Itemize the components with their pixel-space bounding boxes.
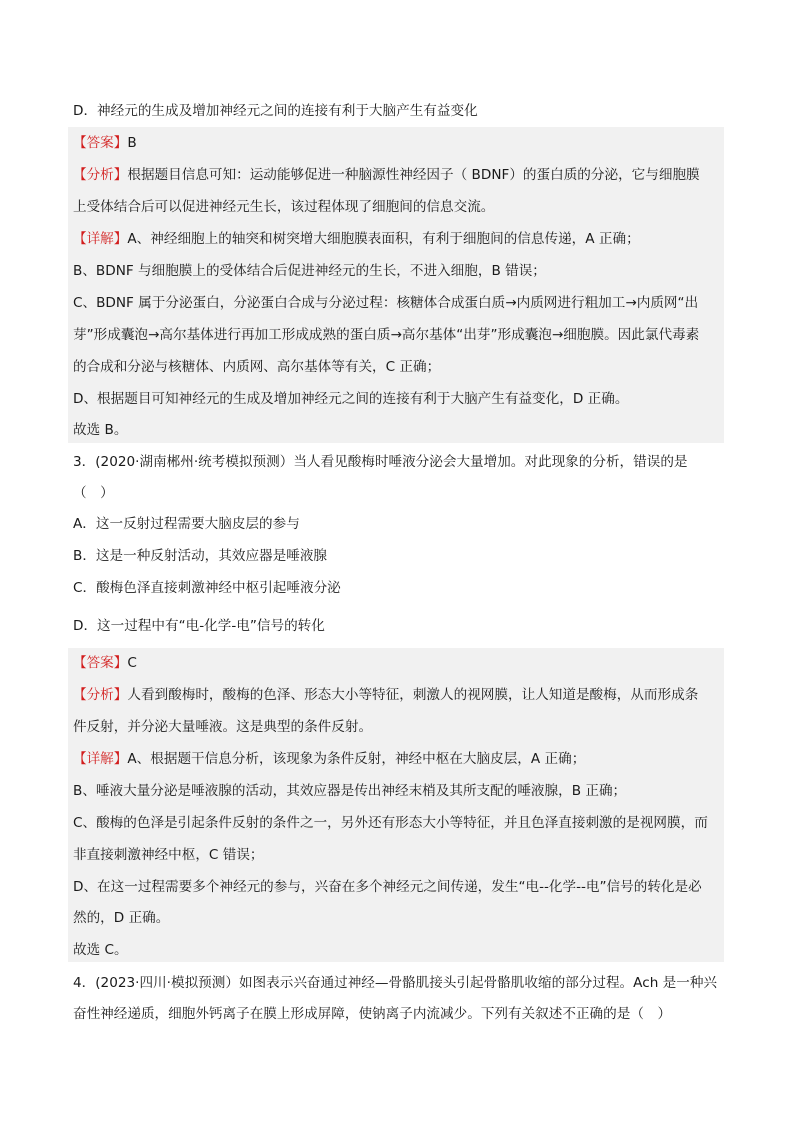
q3-stem-line1: 3．(2020·湖南郴州·统考模拟预测）当人看见酸梅时唾液分泌会大量增加。对此现象的分析，错误的是 — [73, 454, 688, 470]
detail-text: A、神经细胞上的轴突和树突增大细胞膜表面积，有利于细胞间的信息传递，A 正确； — [127, 231, 640, 247]
q3-detail-line4: 非直接刺激神经中枢，C 错误； — [73, 847, 264, 863]
analysis-tag: 【分析】 — [73, 687, 128, 703]
q2-answer — [73, 133, 723, 153]
q3-conclusion: 故选 C。 — [73, 942, 128, 958]
q3-detail-line1 — [73, 749, 723, 769]
q2-detail-line6: D、根据题目可知神经元的生成及增加神经元之间的连接有利于大脑产生有益变化，D 正确。 — [73, 391, 629, 407]
analysis-text: 根据题目信息可知：运动能够促进一种脑源性神经因子（ BDNF）的蛋白质的分泌，它与细胞膜 — [127, 167, 700, 183]
analysis-tag: 【分析】 — [73, 167, 128, 183]
q3-stem-line2: （ ） — [73, 485, 114, 501]
q3-analysis-line2: 件反射，并分泌大量唾液。这是典型的条件反射。 — [73, 719, 373, 735]
answer-value: C — [127, 655, 137, 671]
analysis-text: 人看到酸梅时，酸梅的色泽、形态大小等特征，刺激人的视网膜，让人知道是酸梅，从而形成条 — [127, 687, 699, 703]
q3-detail-line3: C、酸梅的色泽是引起条件反射的条件之一，另外还有形态大小等特征，并且色泽直接刺激的是视网膜，而 — [73, 815, 708, 831]
detail-text: A、根据题干信息分析，该现象为条件反射，神经中枢在大脑皮层，A 正确； — [127, 751, 586, 767]
q4-stem-line1: 4．(2023·四川·模拟预测）如图表示兴奋通过神经—骨骼肌接头引起骨骼肌收缩的部分过程。Ach 是一种兴 — [73, 975, 718, 991]
q4-stem-line2: 奋性神经递质，细胞外钙离子在膜上形成屏障，使钠离子内流减少。下列有关叙述不正确的是（ ） — [73, 1006, 672, 1022]
q3-answer — [73, 653, 723, 673]
q3-detail-line5: D、在这一过程需要多个神经元的参与，兴奋在多个神经元之间传递，发生“电--化学--电”信号的转化是必 — [73, 879, 702, 895]
q2-analysis-line1 — [73, 165, 723, 185]
q2-analysis-line2: 上受体结合后可以促进神经元生长，该过程体现了细胞间的信息交流。 — [73, 199, 495, 215]
answer-tag: 【答案】 — [73, 135, 128, 151]
detail-tag: 【详解】 — [73, 231, 128, 247]
q3-option-b: B．这是一种反射活动，其效应器是唾液腺 — [73, 548, 328, 564]
q3-detail-line6: 然的，D 正确。 — [73, 910, 170, 926]
q2-detail-line1 — [73, 229, 723, 249]
q3-option-d: D．这一过程中有“电-化学-电”信号的转化 — [73, 618, 325, 634]
q2-detail-line4: 芽”形成囊泡→高尔基体进行再加工形成成熟的蛋白质→高尔基体“出芽”形成囊泡→细胞膜。因此氯代毒素 — [73, 327, 700, 343]
answer-value: B — [127, 135, 137, 151]
q2-detail-line3: C、BDNF 属于分泌蛋白，分泌蛋白合成与分泌过程：核糖体合成蛋白质→内质网进行粗加工→内质网“出 — [73, 295, 699, 311]
q3-option-c: C．酸梅色泽直接刺激神经中枢引起唾液分泌 — [73, 580, 341, 596]
q2-detail-line5: 的合成和分泌与核糖体、内质网、高尔基体等有关，C 正确； — [73, 359, 441, 375]
answer-tag: 【答案】 — [73, 655, 128, 671]
q2-option-d: D．神经元的生成及增加神经元之间的连接有利于大脑产生有益变化 — [73, 103, 478, 119]
q3-detail-line2: B、唾液大量分泌是唾液腺的活动，其效应器是传出神经末梢及其所支配的唾液腺，B 正确； — [73, 783, 627, 799]
q3-analysis-line1 — [73, 685, 723, 705]
q2-conclusion: 故选 B。 — [73, 422, 128, 438]
q2-detail-line2: B、BDNF 与细胞膜上的受体结合后促进神经元的生长，不进入细胞，B 错误； — [73, 263, 546, 279]
detail-tag: 【详解】 — [73, 751, 128, 767]
q3-option-a: A．这一反射过程需要大脑皮层的参与 — [73, 516, 300, 532]
